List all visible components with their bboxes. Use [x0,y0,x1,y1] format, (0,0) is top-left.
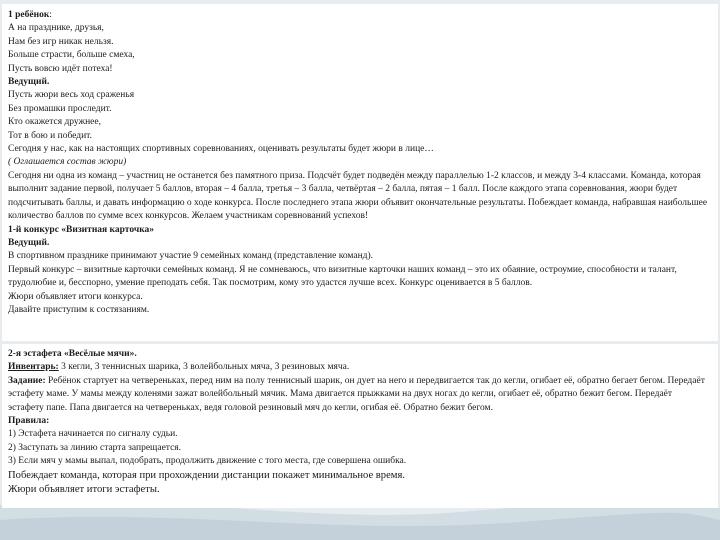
poem-line: Нам без игр никак нельзя. [8,36,114,47]
speaker-label: Ведущий. [8,77,50,88]
closing-text: Жюри объявляет итоги эстафеты. [8,484,160,496]
rule-item: 3) Если мяч у мамы выпал, подобрать, продолжить движение с того места, где совершена ошибка. [8,456,407,467]
relay-title: 2-я эстафета «Весёлые мячи». [8,349,137,359]
intro-paragraph: Сегодня у нас, как на настоящих спортивных соревнованиях, оценивать результаты будет жюри в лице… [8,144,434,155]
contest-paragraph: Первый конкурс – визитные карточки семейных команд. Я не сомневаюсь, что визитные карточки наших команд – это их обаяние, остроумие, способности и талант, трудолюбие и, бесспорно, умение преподать себя. Так посмотрим, кому это удастся лучше всех. Конкурс оценивается в 5 баллов. [8,264,677,289]
inventory-label: Инвентарь: [8,362,59,373]
winner-text: Побеждает команда, которая при прохождении дистанции покажет минимальное время. [8,469,406,481]
speaker-colon: : [49,10,52,20]
task-label: Задание: [8,375,46,386]
task-text: Ребёнок стартует на четвереньках, перед ним на полу теннисный шарик, он дует на него и передвигается так до кегли, огибает её, обратно бегает бегом. Передаёт эстафету маме. У мамы между коленями зажат волейбольный мячик. Мама двигается прыжками на двух ногах до кегли, огибает её, обратно бежит бегом. Передаёт эстафету папе. Папа двигается на четвереньках, ведя головой резиновый мяч до кегли, огибая её. Обратно бежит бегом. [8,375,705,413]
rule-item: 2) Заступать за линию старта запрещается. [8,442,182,453]
contest-paragraph: Давайте приступим к состязаниям. [8,304,150,315]
rules-paragraph: Сегодня ни одна из команд – участниц не останется без памятного приза. Подсчёт будет подведён между параллелью 1-2 классов, и между 3-4 классами. Команда, которая выполнит задание первой, получает 5 баллов, вторая – 4 балла, третья – 3 балла, четвёртая – 2 балла, пятая – 1 балл. После каждого этапа соревнования, жюри будет подсчитывать баллы, и давать информацию о ходе конкурса. После последнего этапа жюри объявит окончательные результаты. Побеждает команда, набравшая наибольшее количество баллов по сумме всех конкурсов. Желаем участникам соревнований успехов! [8,170,708,222]
poem-line: А на празднике, друзья, [8,23,104,34]
contest-paragraph: В спортивном празднике принимают участие 9 семейных команд (представление команд). [8,251,374,262]
speaker-line [8,9,710,22]
poem-line: Тот в бою и победит. [8,130,92,141]
poem-line: Больше страсти, больше смеха, [8,50,135,61]
task-paragraph [8,375,710,415]
speaker-label: Ведущий. [8,237,50,248]
contest-title: 1-й конкурс «Визитная карточка» [8,224,155,235]
rule-item: 1) Эстафета начинается по сигналу судьи. [8,429,178,440]
poem-line: Пусть жюри весь ход сраженья [8,90,135,101]
poem-line: Кто окажется дружнее, [8,117,101,128]
poem-line: Пусть вовсю идёт потеха! [8,63,113,74]
speaker-label: 1 ребёнок [8,10,50,20]
rules-label: Правила: [8,416,50,427]
inventory-line [8,361,710,374]
jury-note: ( Оглашается состав жюри) [8,157,127,168]
contest-paragraph: Жюри объявляет итоги конкурса. [8,291,143,302]
poem-line: Без промашки проследит. [8,103,112,114]
top-text-panel [2,4,718,341]
bottom-text-panel [2,344,718,508]
inventory-text: 3 кегли, 3 теннисных шарика, 3 волейбольных мяча, 3 резиновых мяча. [58,362,350,373]
